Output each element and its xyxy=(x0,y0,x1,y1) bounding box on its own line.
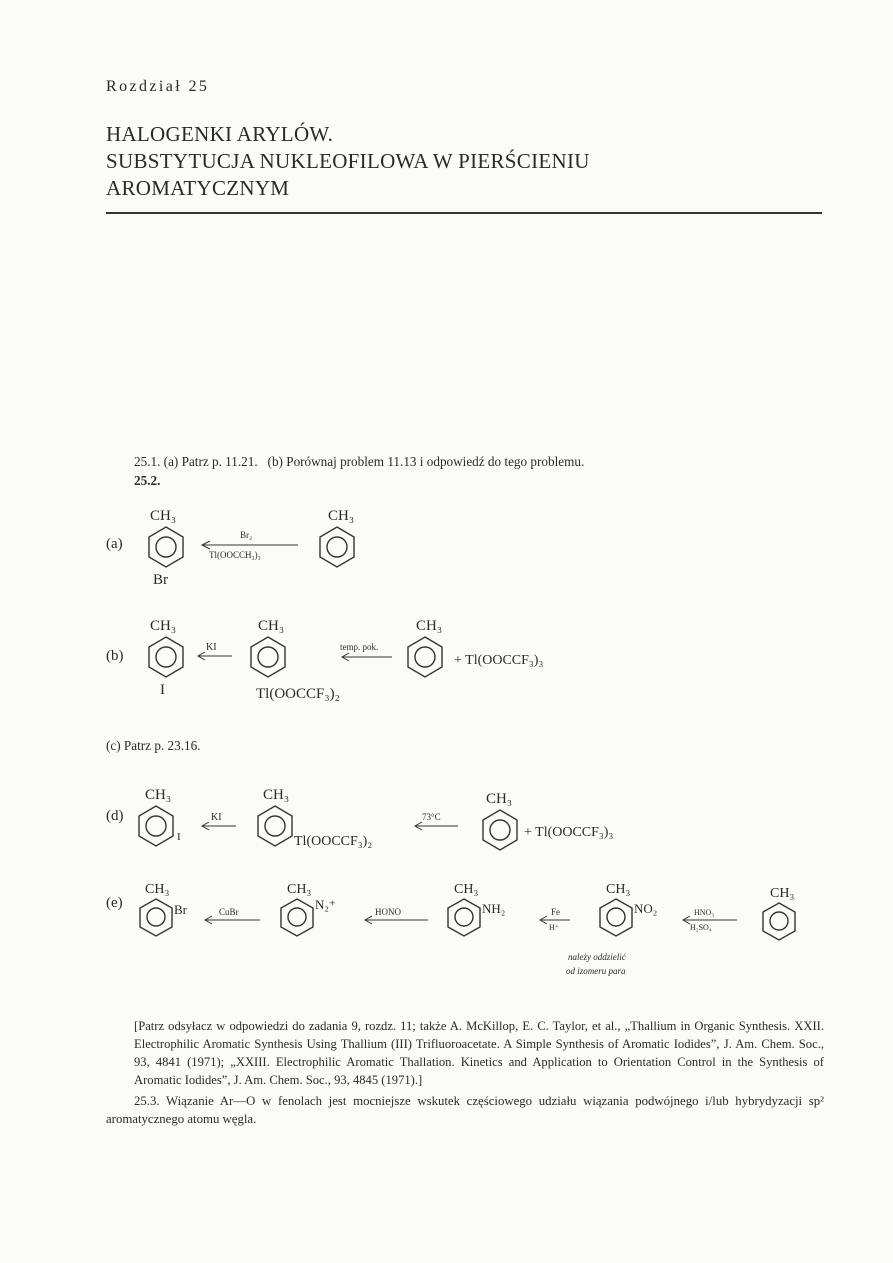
scheme-b-intermediate-bottom: Tl(OOCCF₃)₂ xyxy=(256,686,340,702)
benzene-ring-icon xyxy=(258,806,292,846)
schemes-d-e xyxy=(0,775,893,1015)
scheme-d-plus-reagent: + Tl(OOCCF₃)₃ xyxy=(524,825,614,840)
scheme-e-note-line-2: od izomeru para xyxy=(566,966,626,976)
scheme-e-p4-sub: NO₂ xyxy=(634,901,658,916)
scheme-e-reagent-2: HONO xyxy=(375,907,401,917)
scheme-b-product-top: CH₃ xyxy=(150,618,177,634)
scheme-d-label: (d) xyxy=(106,808,124,824)
scheme-a-start-top: CH₃ xyxy=(328,508,355,524)
scheme-b-product-bottom: I xyxy=(160,682,165,698)
answer-part-c: (c) Patrz p. 23.16. xyxy=(106,738,201,753)
scheme-a-reagent-top: Br₂ xyxy=(240,530,253,540)
benzene-ring-icon xyxy=(149,637,183,677)
scheme-e-p1-top: CH₃ xyxy=(145,882,170,897)
chapter-title xyxy=(106,121,590,202)
scheme-d-product-sub: I xyxy=(177,831,181,843)
scheme-e-reagent-1: CuBr xyxy=(219,907,239,917)
scheme-a-reagent-bottom: Tl(OOCCH₃)₃ xyxy=(209,550,261,560)
scheme-b-reagent-1: KI xyxy=(206,642,217,653)
scheme-e-note-line-1: należy oddzielić xyxy=(568,952,626,962)
scheme-b-label: (b) xyxy=(106,648,124,664)
reference-text: [Patrz odsyłacz w odpowiedzi do zadania 9, rozdz. 11; także A. McKillop, E. C. Taylor, et al., „Thallium in Organic Synthesis. XXII. Electrophilic Aromatic Synthesis Using Thallium (III) Trifluoroacetate. A Simple Synthesis of Aromatic Iodides”, J. Am. Chem. Soc., 93, 4841 (1971); „XXIII. Electrophilic Aromatic Thallation. Kinetics and Application to Orientation Control in the Synthesis of Aromatic Iodides”, J. Am. Chem. Soc., 93, 4845 (1971).] xyxy=(134,1019,824,1087)
title-line-1: HALOGENKI ARYLÓW. xyxy=(106,122,334,146)
scheme-e-p5-top: CH₃ xyxy=(770,886,795,901)
answer-25-1: 25.1. (a) Patrz p. 11.21. (b) Porównaj problem 11.13 i odpowiedź do tego problemu. xyxy=(134,454,585,469)
benzene-ring-icon xyxy=(320,527,354,567)
scheme-b-reagent-2: temp. pok. xyxy=(340,642,379,652)
scheme-d-intermediate-top: CH₃ xyxy=(263,787,290,803)
benzene-ring-icon xyxy=(483,810,517,850)
title-line-2: SUBSTYTUCJA NUKLEOFILOWA W PIERŚCIENIU xyxy=(106,149,590,173)
benzene-ring-icon xyxy=(600,899,632,936)
benzene-ring-icon xyxy=(149,527,183,567)
scheme-e-reagent-3-top: Fe xyxy=(551,907,560,917)
scheme-d-reagent-2: 73°C xyxy=(422,812,441,822)
answer-25-2-label: 25.2. xyxy=(134,473,161,488)
scheme-d-reagent-1: KI xyxy=(211,812,222,823)
benzene-ring-icon xyxy=(140,899,172,936)
scheme-e-p4-top: CH₃ xyxy=(606,882,631,897)
scheme-a-product-top: CH₃ xyxy=(150,508,177,524)
scheme-d-intermediate-sub: Tl(OOCCF₃)₂ xyxy=(294,834,373,849)
answer-25-3-text: 25.3. Wiązanie Ar—O w fenolach jest mocniejsze wskutek częściowego udziału wiązania podwójnego i/lub hybrydyzacji sp² aromatycznego atomu węgla. xyxy=(106,1094,824,1126)
benzene-ring-icon xyxy=(408,637,442,677)
benzene-ring-icon xyxy=(139,806,173,846)
benzene-ring-icon xyxy=(281,899,313,936)
reference-paragraph xyxy=(134,1017,824,1089)
scheme-b-intermediate-top: CH₃ xyxy=(258,618,285,634)
scheme-e-p3-top: CH₃ xyxy=(454,882,479,897)
title-rule xyxy=(106,212,822,214)
scheme-a-label: (a) xyxy=(106,536,123,552)
scheme-e-reagent-3-bottom: H⁺ xyxy=(549,923,559,932)
schemes-a-b xyxy=(0,490,893,720)
benzene-ring-icon xyxy=(763,903,795,940)
scheme-e-p1-sub: Br xyxy=(174,902,187,917)
scheme-e-label: (e) xyxy=(106,895,123,911)
scheme-a-product-bottom: Br xyxy=(153,572,168,588)
scheme-e-reagent-4-top: HNO₃ xyxy=(694,908,715,917)
answer-25-3 xyxy=(106,1092,824,1128)
scheme-e-p2-top: CH₃ xyxy=(287,882,312,897)
scheme-b-start-top: CH₃ xyxy=(416,618,443,634)
chapter-heading: Rozdział 25 xyxy=(106,78,210,95)
benzene-ring-icon xyxy=(251,637,285,677)
scheme-d-product-top: CH₃ xyxy=(145,787,172,803)
scheme-d-start-top: CH₃ xyxy=(486,791,513,807)
scheme-e-p3-sub: NH₂ xyxy=(482,901,506,916)
scheme-e-reagent-4-bottom: H₂SO₄ xyxy=(690,923,712,932)
title-line-3: AROMATYCZNYM xyxy=(106,176,290,200)
scheme-e-p2-sub: N₂⁺ xyxy=(315,897,336,912)
scheme-b-plus-reagent: + Tl(OOCCF₃)₃ xyxy=(454,653,544,668)
benzene-ring-icon xyxy=(448,899,480,936)
